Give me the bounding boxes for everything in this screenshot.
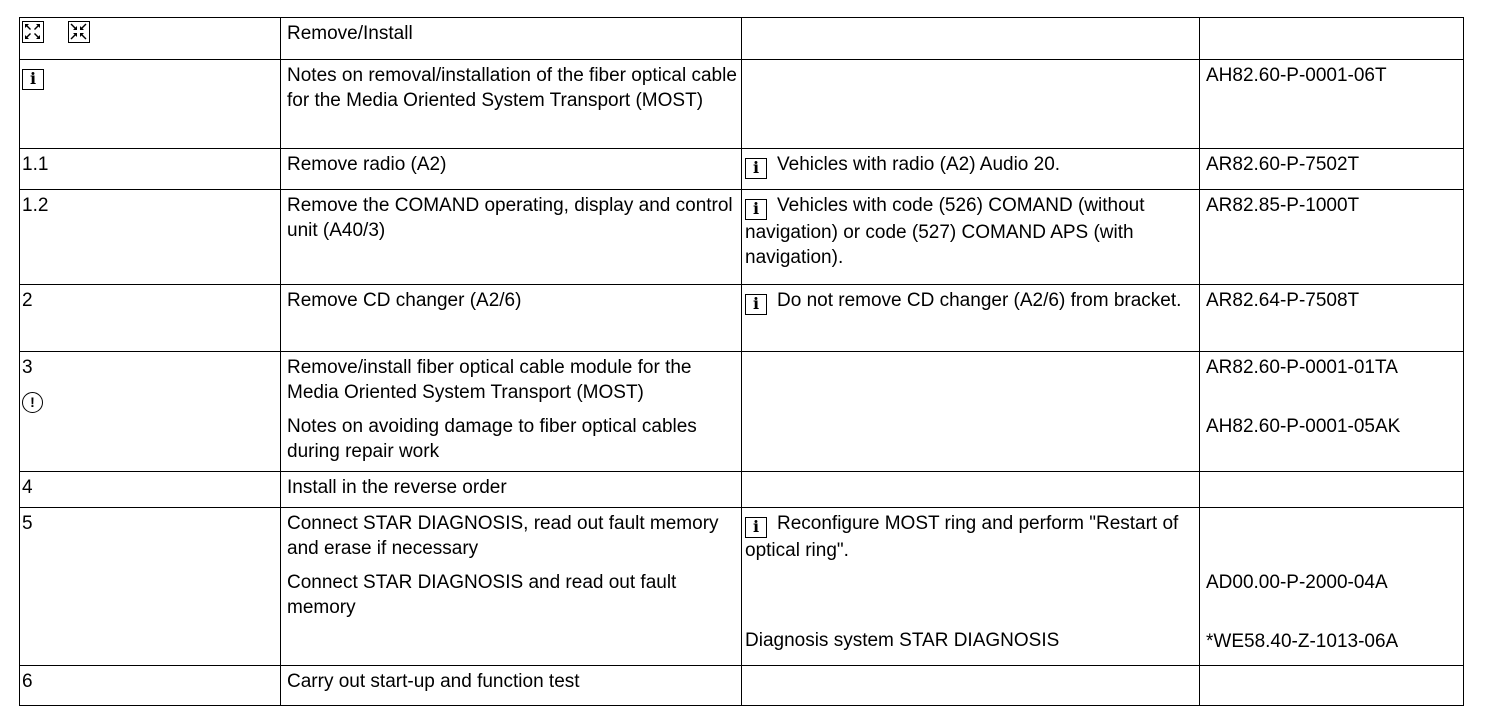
operation-cell [281, 508, 742, 666]
table-row [20, 285, 1464, 352]
install-icon [68, 21, 90, 43]
info-icon: i [745, 199, 767, 220]
table-row [20, 472, 1464, 508]
operation-cell: Notes on removal/installation of the fiber optical cable for the Media Oriented System Transport (MOST) [281, 60, 742, 149]
caution-icon: ! [22, 392, 43, 413]
note-cell [742, 285, 1200, 352]
operation-cell: Remove the COMAND operating, display and control unit (A40/3) [281, 190, 742, 285]
operation-cell: Remove/Install [281, 18, 742, 60]
reference-cell [1200, 18, 1464, 60]
reference-link[interactable]: AD00.00-P-2000-04A [1206, 572, 1388, 593]
note-cell [742, 60, 1200, 149]
reference-cell [1200, 472, 1464, 508]
step-number: 1.1 [20, 149, 281, 190]
operation-cell: Install in the reverse order [281, 472, 742, 508]
reference-link[interactable]: AH82.60-P-0001-06T [1200, 60, 1464, 149]
reference-link[interactable]: AR82.60-P-0001-01TA [1206, 357, 1398, 378]
info-icon: i [745, 517, 767, 538]
note-text: Do not remove CD changer (A2/6) from bracket. [777, 290, 1182, 311]
table-row [20, 666, 1464, 706]
note-cell [742, 352, 1200, 472]
note-cell [742, 508, 1200, 666]
operation-text: Remove/install fiber optical cable module for the Media Oriented System Transport (MOST) [287, 357, 692, 403]
reference-link[interactable]: AR82.60-P-7502T [1200, 149, 1464, 190]
table-row [20, 352, 1464, 472]
table-row [20, 60, 1464, 149]
step-number: 6 [20, 666, 281, 706]
note-text: Vehicles with radio (A2) Audio 20. [777, 154, 1061, 175]
operation-cell: Carry out start-up and function test [281, 666, 742, 706]
note-cell [742, 472, 1200, 508]
reference-link[interactable]: AR82.64-P-7508T [1200, 285, 1464, 352]
operation-cell [281, 352, 742, 472]
reference-link[interactable]: AH82.60-P-0001-05AK [1206, 416, 1401, 437]
table-row [20, 149, 1464, 190]
reference-cell [1200, 352, 1464, 472]
info-icon: i [745, 294, 767, 315]
note-cell [742, 190, 1200, 285]
step-number: 4 [20, 472, 281, 508]
note-cell [742, 18, 1200, 60]
warning-text: Notes on avoiding damage to fiber optical cables during repair work [287, 416, 697, 462]
note-text: Diagnosis system STAR DIAGNOSIS [745, 630, 1060, 651]
reference-link[interactable]: *WE58.40-Z-1013-06A [1206, 631, 1399, 652]
note-text: Reconfigure MOST ring and perform "Restart of optical ring". [745, 513, 1179, 561]
step-cell [20, 352, 281, 472]
note-cell [742, 666, 1200, 706]
table-row [20, 18, 1464, 60]
reference-link[interactable]: AR82.85-P-1000T [1200, 190, 1464, 285]
table-row [20, 190, 1464, 285]
remove-icon [22, 21, 44, 43]
note-cell [742, 149, 1200, 190]
operation-text: Connect STAR DIAGNOSIS, read out fault memory and erase if necessary [287, 513, 719, 559]
operation-cell: Remove radio (A2) [281, 149, 742, 190]
step-number: 1.2 [20, 190, 281, 285]
reference-cell [1200, 508, 1464, 666]
step-cell [20, 60, 281, 149]
step-number: 2 [20, 285, 281, 352]
operation-text: Connect STAR DIAGNOSIS and read out fault memory [287, 572, 677, 618]
step-number: 5 [20, 508, 281, 666]
operation-cell: Remove CD changer (A2/6) [281, 285, 742, 352]
table-row [20, 508, 1464, 666]
note-text: Vehicles with code (526) COMAND (without navigation) or code (527) COMAND APS (with navigation). [745, 195, 1145, 268]
reference-cell [1200, 666, 1464, 706]
procedure-table [19, 17, 1464, 706]
step-number: 3 [22, 357, 33, 378]
info-icon: i [745, 158, 767, 179]
info-icon: i [22, 69, 44, 90]
step-cell [20, 18, 281, 60]
